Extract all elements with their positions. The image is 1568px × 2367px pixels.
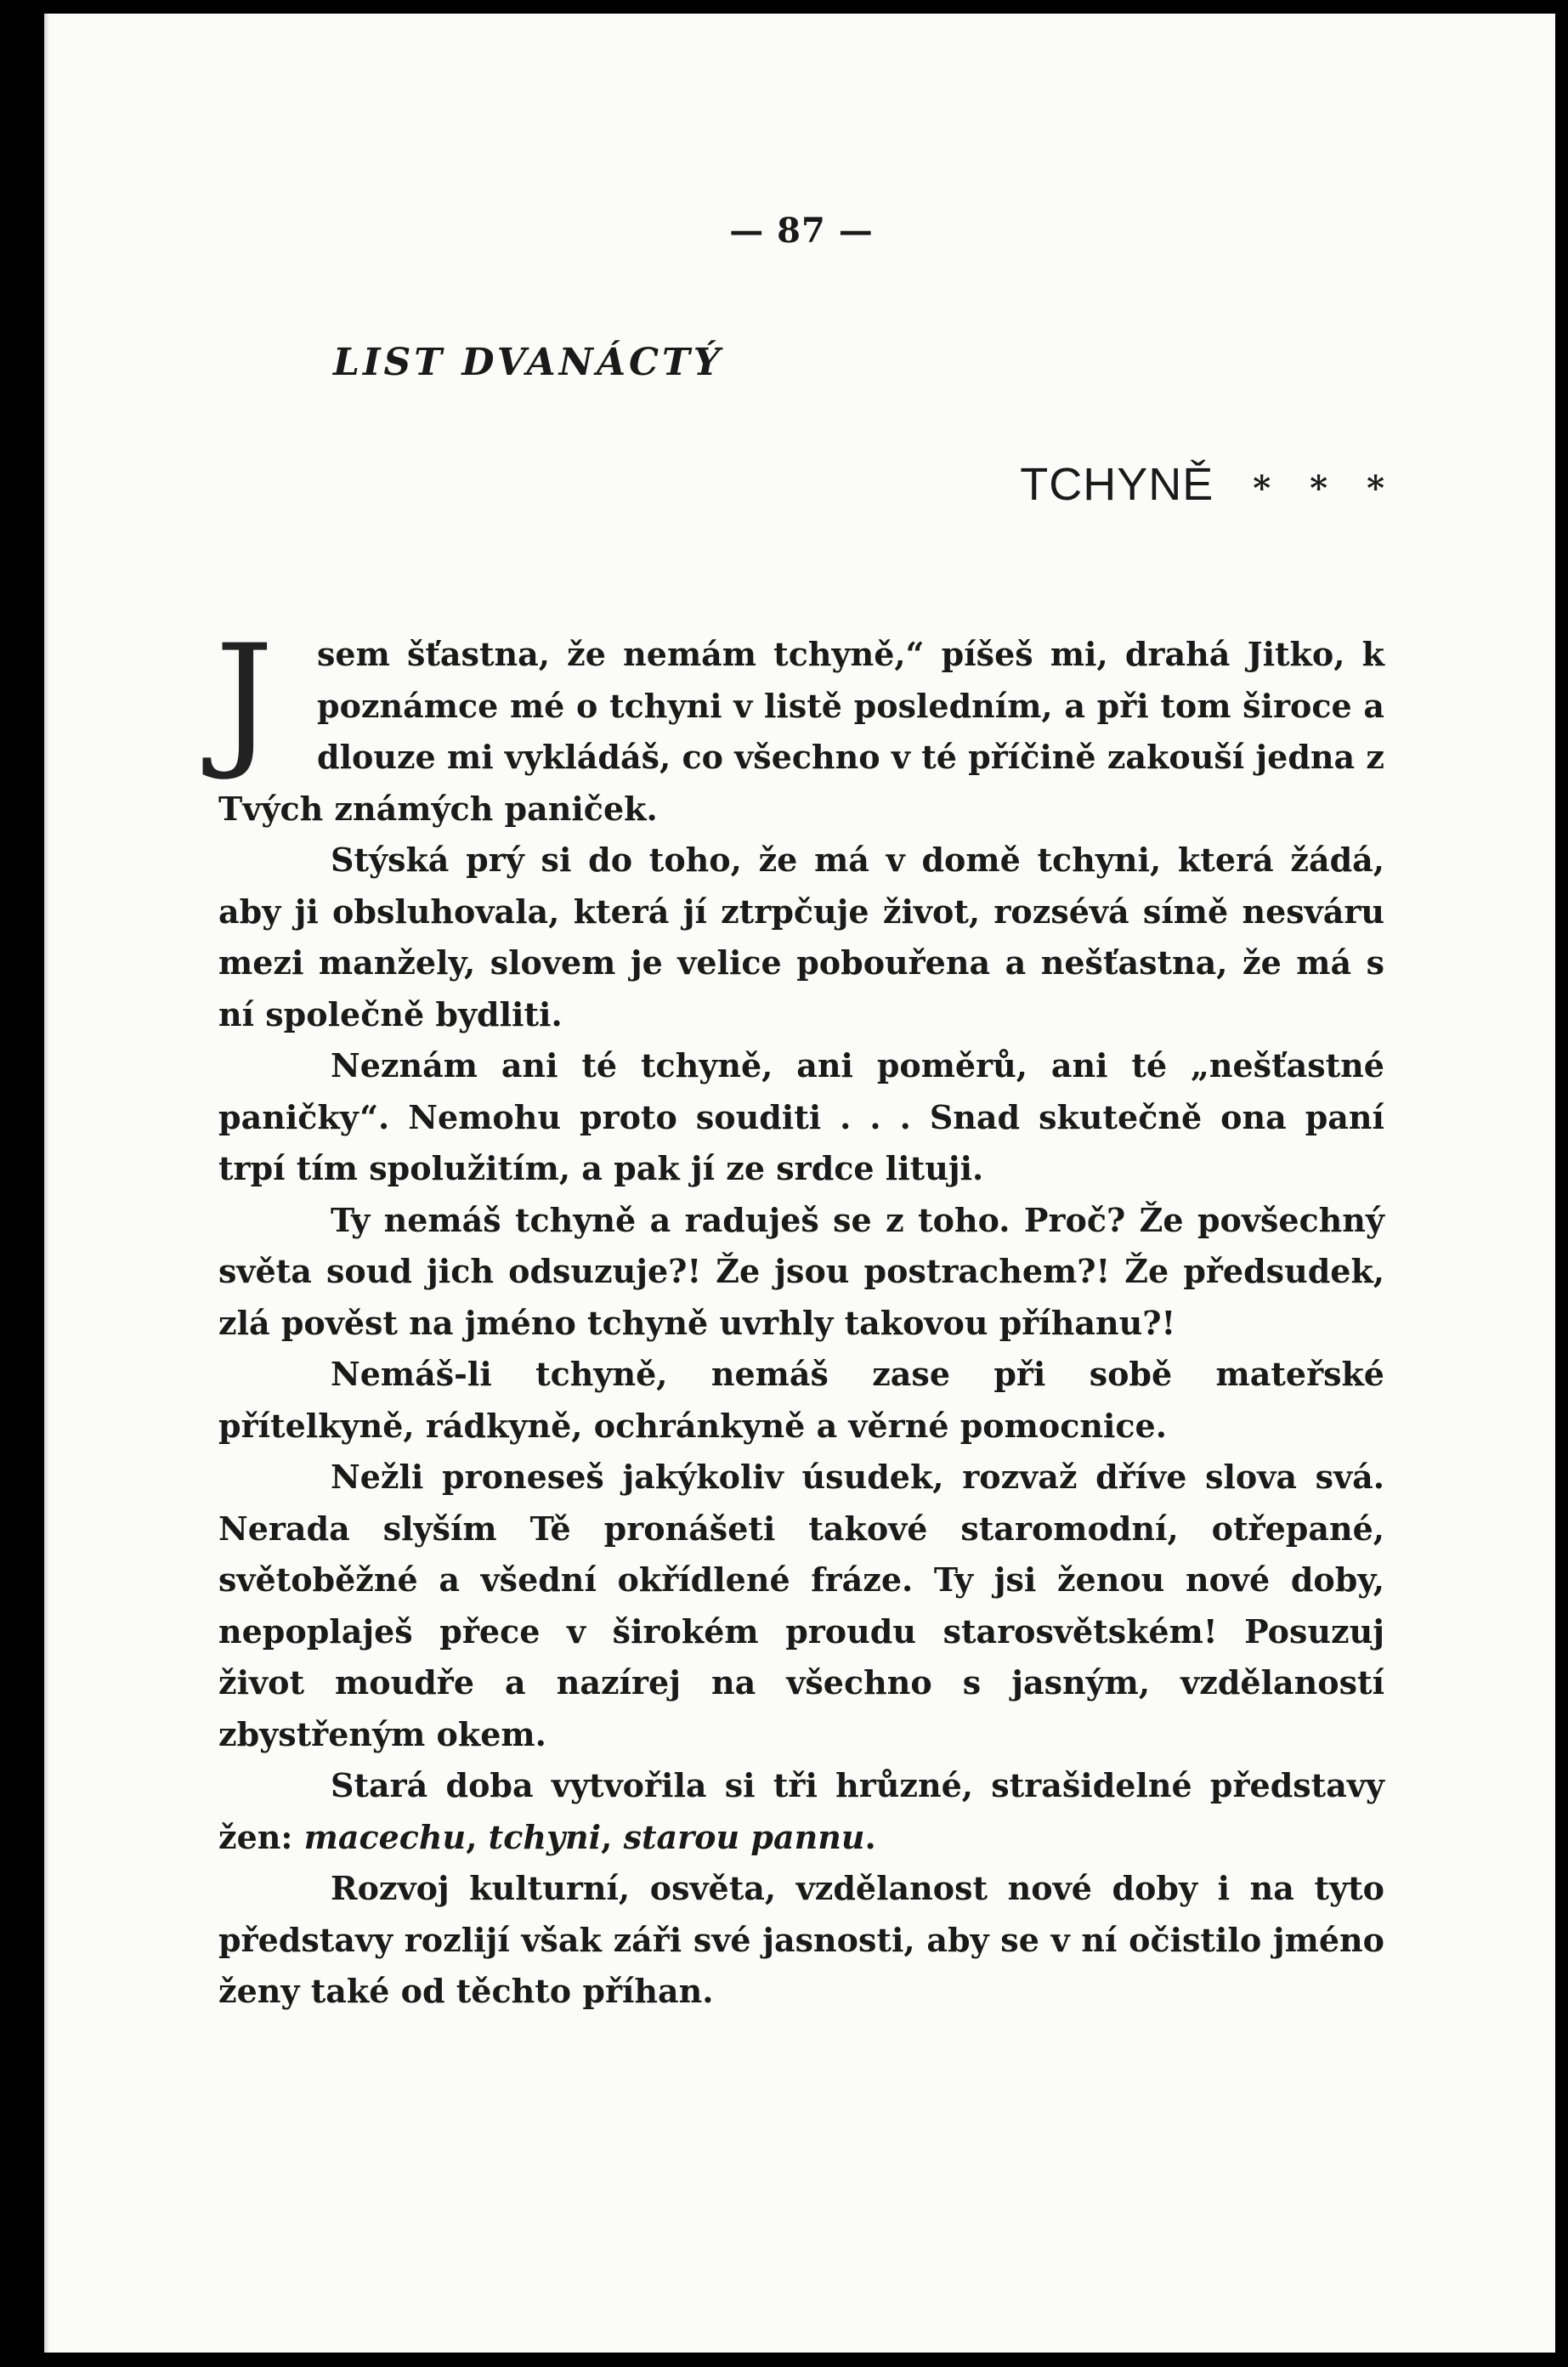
paragraph-6: Nežli proneseš jakýkoliv úsudek, rozvaž dříve slova svá. Nerada slyším Tě pronášeti takové staromodní, otřepané, světoběžné a všední okřídlené fráze. Ty jsi ženou nové doby, nepoplaješ přece v širokém proudu starosvětském! Posuzuj život moudře a nazírej na všechno s jasným, vzdělaností zbystřeným okem.: [218, 1458, 1384, 1753]
scan-edge: [44, 14, 49, 2353]
ornament-star: *: [1253, 468, 1271, 508]
paragraph-8: Rozvoj kulturní, osvěta, vzdělanost nové doby i na tyto představy rozlijí však záři své jasnosti, aby se v ní očistilo jméno ženy také od těchto příhan.: [218, 1869, 1384, 2010]
italic-term: macechu: [303, 1817, 467, 1856]
drop-cap: J: [215, 613, 274, 784]
paragraph-text: .: [864, 1817, 876, 1856]
paragraph-5: Nemáš-li tchyně, nemáš zase při sobě mateřské přítelkyně, rádkyně, ochránkyně a věrné pomocnice.: [218, 1355, 1384, 1445]
letter-heading: LIST DVANÁCTÝ: [333, 341, 724, 384]
paragraph-text: Stará doba vytvořila si tři hrůzné, strašidelné představy žen:: [218, 1766, 1384, 1856]
chapter-title-text: TCHYNĚ: [1020, 459, 1214, 510]
chapter-title: [1020, 458, 1384, 511]
paragraph-2: Stýská prý si do toho, že má v domě tchyni, která žádá, aby ji obsluhovala, která jí ztrpčuje život, rozsévá símě nesváru mezi manžely, slovem je velice pobouřena a nešťastna, že má s ní společně bydliti.: [218, 841, 1384, 1033]
page-number: — 87 —: [729, 211, 874, 251]
body-text: [215, 613, 1384, 2018]
ornament-star: *: [1367, 468, 1384, 508]
paragraph-7: [218, 1760, 1384, 1863]
ornament-star: *: [1310, 468, 1328, 508]
paragraph-text: sem šťastna, že nemám tchyně,“ píšeš mi, drahá Jitko, k poznámce mé o tchyni v listě posledním, a při tom široce a dlouze mi vykládáš, co všechno v té příčině zakouší jedna z Tvých známých paniček.: [218, 635, 1384, 828]
italic-term: tchyni: [488, 1817, 602, 1856]
separator: ,: [601, 1817, 624, 1856]
paragraph-1: [215, 613, 1384, 835]
book-page: [44, 14, 1555, 2353]
paragraph-3: Neznám ani té tchyně, ani poměrů, ani té „nešťastné paničky“. Nemohu proto souditi . . . Snad skutečně ona paní trpí tím spolužitím, a pak jí ze srdce lituji.: [218, 1046, 1384, 1187]
paragraph-4: Ty nemáš tchyně a raduješ se z toho. Proč? Že povšechný světa soud jich odsuzuje?! Že jsou postrachem?! Že předsudek, zlá pověst na jméno tchyně uvrhly takovou příhanu?!: [218, 1200, 1384, 1342]
separator: ,: [466, 1817, 489, 1856]
italic-term: starou pannu: [623, 1817, 865, 1856]
